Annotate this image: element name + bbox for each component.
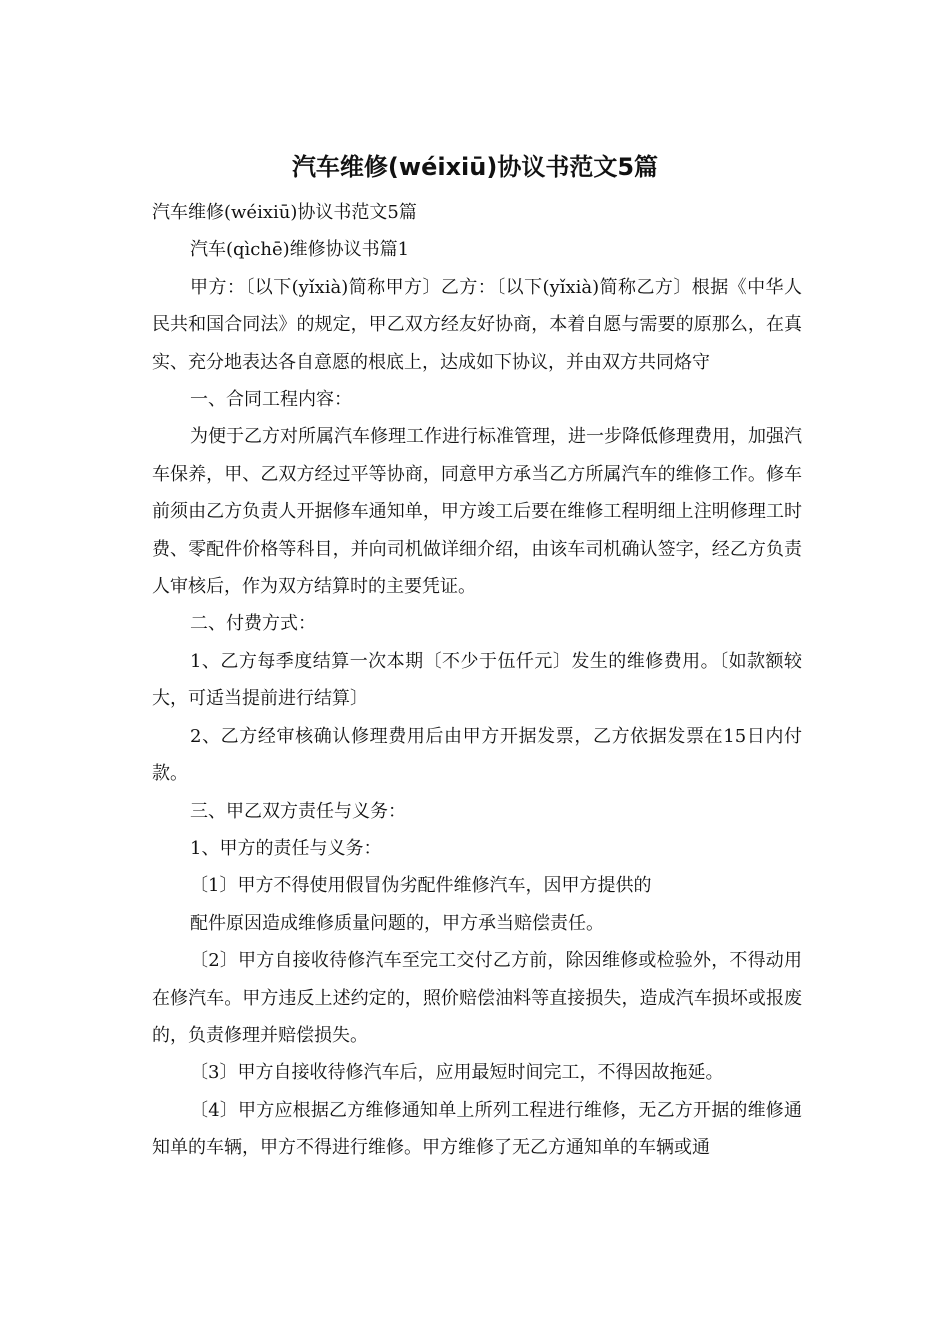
section-heading: 汽车(qìchē)维修协议书篇1 [190,239,410,261]
clause-3: 〔3〕甲方自接收待修汽车后，应用最短时间完工，不得因故拖延。 [190,1062,724,1084]
paragraph-payment-2: 2、乙方经审核确认修理费用后由甲方开据发票，乙方依据发票在15日内付款。 [152,725,802,785]
paragraph-intro: 甲方：〔以下(yǐxià)简称甲方〕乙方：〔以下(yǐxià)简称乙方〕根据《中华人民共和国合同法》的规定，甲乙双方经友好协商，本着自愿与需要的原那么，在真实、充分地表达各自意愿的根底上，达成如下协议，并由双方共同烙守 [152,276,802,373]
section-heading: 二、付费方式： [190,613,316,635]
document-body [152,194,802,1167]
subtitle-line: 汽车维修(wéixiū)协议书范文5篇 [152,202,417,223]
section-heading: 一、合同工程内容： [190,389,352,411]
paragraph-content: 为便于乙方对所属汽车修理工作进行标准管理，进一步降低修理费用，加强汽车保养，甲、乙双方经过平等协商，同意甲方承当乙方所属汽车的维修工作。修车前须由乙方负责人开据修车通知单，甲方竣工后要在维修工程明细上注明修理工时费、零配件价格等科目，并向司机做详细介绍，由该车司机确认签字，经乙方负责人审核后，作为双方结算时的主要凭证。 [152,426,802,598]
clause-2: 〔2〕甲方自接收待修汽车至完工交付乙方前，除因维修或检验外，不得动用在修汽车。甲方违反上述约定的，照价赔偿油料等直接损失，造成汽车损坏或报废的，负责修理并赔偿损失。 [152,950,802,1046]
clause-1b: 配件原因造成维修质量问题的，甲方承当赔偿责任。 [190,912,604,934]
section-heading: 三、甲乙双方责任与义务： [190,800,406,822]
clause-4: 〔4〕甲方应根据乙方维修通知单上所列工程进行维修，无乙方开据的维修通知单的车辆，甲方不得进行维修。甲方维修了无乙方通知单的车辆或通 [152,1099,802,1159]
clause-1a: 〔1〕甲方不得使用假冒伪劣配件维修汽车，因甲方提供的 [190,875,652,897]
sub-heading: 1、甲方的责任与义务： [190,837,382,859]
paragraph-payment-1: 1、乙方每季度结算一次本期〔不少于伍仟元〕发生的维修费用。〔如款额较大，可适当提前进行结算〕 [152,650,802,710]
document-title: 汽车维修(wéixiū)协议书范文5篇 [291,153,659,181]
